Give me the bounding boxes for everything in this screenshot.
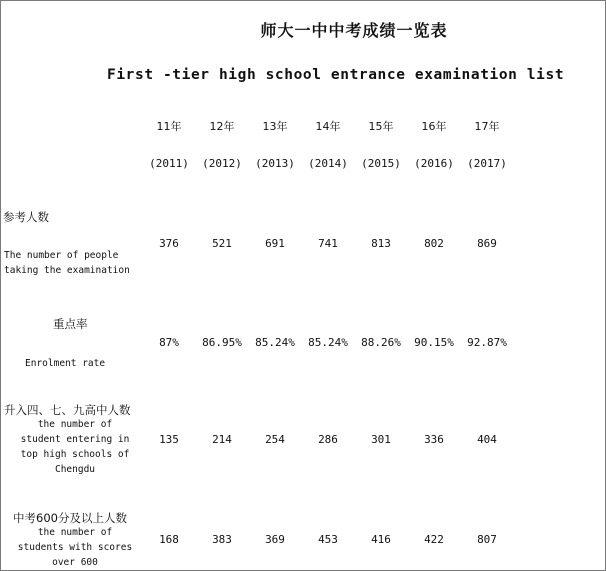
table-cell: 254 [265, 433, 285, 446]
table-cell: 90.15% [414, 336, 454, 349]
row-label-cn-examinees: 参考人数 [3, 210, 49, 224]
year-label-en: (2014) [308, 157, 348, 170]
row-label-en-line: student entering in [20, 434, 130, 445]
table-cell: 85.24% [255, 336, 295, 349]
row-label-en-examinees [4, 248, 130, 278]
row-label-en-line: over 600 [52, 557, 98, 568]
table-cell: 92.87% [467, 336, 507, 349]
table-cell: 807 [477, 533, 497, 546]
row-label-en-enrolment-rate [25, 356, 105, 371]
row-label-en-line: top high schools of [20, 449, 130, 460]
table-cell: 453 [318, 533, 338, 546]
year-label-cn: 15年 [368, 120, 394, 133]
title-english: First -tier high school entrance examination list [107, 67, 565, 83]
year-label-cn: 14年 [315, 120, 341, 133]
row-label-en-line: Enrolment rate [25, 358, 106, 369]
year-label-en: (2013) [255, 157, 295, 170]
row-label-en-top-schools [7, 417, 143, 477]
year-label-en: (2012) [202, 157, 242, 170]
table-cell: 86.95% [202, 336, 242, 349]
table-cell: 802 [424, 237, 444, 250]
year-label-cn: 17年 [474, 120, 500, 133]
table-cell: 422 [424, 533, 444, 546]
table-cell: 416 [371, 533, 391, 546]
row-label-cn-over-600: 中考600分及以上人数 [13, 511, 127, 525]
table-cell: 286 [318, 433, 338, 446]
year-label-cn: 16年 [421, 120, 447, 133]
table-cell: 741 [318, 237, 338, 250]
table-cell: 404 [477, 433, 497, 446]
row-label-cn-top-schools: 升入四、七、九高中人数 [4, 403, 131, 417]
table-cell: 376 [159, 237, 179, 250]
table-cell: 869 [477, 237, 497, 250]
row-label-cn-enrolment-rate: 重点率 [53, 317, 88, 331]
year-label-en: (2011) [149, 157, 189, 170]
table-cell: 214 [212, 433, 232, 446]
table-cell: 135 [159, 433, 179, 446]
year-label-en: (2015) [361, 157, 401, 170]
year-label-cn: 12年 [209, 120, 235, 133]
table-cell: 521 [212, 237, 232, 250]
table-cell: 88.26% [361, 336, 401, 349]
table-cell: 691 [265, 237, 285, 250]
table-cell: 301 [371, 433, 391, 446]
row-label-en-line: The number of people [4, 250, 119, 261]
table-cell: 383 [212, 533, 232, 546]
title-chinese: 师大一中中考成绩一览表 [260, 21, 448, 40]
row-label-en-line: students with scores [17, 542, 133, 553]
table-cell: 87% [159, 336, 179, 349]
year-label-en: (2016) [414, 157, 454, 170]
year-label-en: (2017) [467, 157, 507, 170]
row-label-en-over-600 [7, 525, 143, 570]
row-label-en-line: the number of [37, 419, 113, 430]
table-cell: 168 [159, 533, 179, 546]
year-label-cn: 11年 [156, 120, 182, 133]
row-label-en-line: the number of [37, 527, 113, 538]
year-label-cn: 13年 [262, 120, 288, 133]
table-cell: 85.24% [308, 336, 348, 349]
table-cell: 813 [371, 237, 391, 250]
row-label-en-line: Chengdu [54, 464, 96, 475]
table-cell: 369 [265, 533, 285, 546]
table-cell: 336 [424, 433, 444, 446]
row-label-en-line: taking the examination [4, 265, 130, 276]
